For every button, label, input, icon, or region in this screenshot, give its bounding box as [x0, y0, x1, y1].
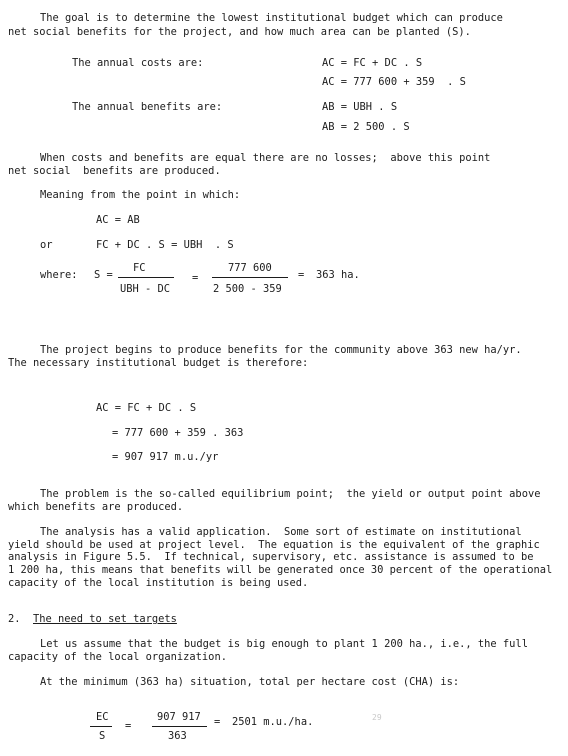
analysis-para-line-5: capacity of the local institution is being used. [8, 577, 309, 589]
equal-para-line-2: net social benefits are produced. [8, 165, 221, 177]
equal-para-line-1: When costs and benefits are equal there are no losses; above this point [40, 152, 491, 164]
budget-equation-1: AC = FC + DC . S [96, 402, 197, 414]
final-fraction-2-numerator: 907 917 [157, 711, 201, 723]
project-para-line-1: The project begins to produce benefits for the community above 363 new ha/yr. [40, 344, 522, 356]
budget-equation-3: = 907 917 m.u./yr [112, 451, 219, 463]
equals-sign-2: = [298, 269, 305, 281]
problem-para-line-2: which benefits are produced. [8, 501, 184, 513]
final-fraction-2-denominator: 363 [168, 730, 187, 742]
analysis-para-line-3: analysis in Figure 5.5. If technical, supervisory, etc. assistance is assumed to be [8, 551, 534, 563]
final-equals-sign-1: = [125, 720, 132, 732]
s-equals: S = [94, 269, 113, 281]
fraction-2-bar [212, 277, 288, 278]
result-ha: 363 ha. [316, 269, 360, 281]
final-fraction-1-bar [90, 726, 112, 727]
meaning-line: Meaning from the point in which: [40, 189, 241, 201]
margin-mark: 29 [372, 713, 382, 722]
costs-label: The annual costs are: [72, 57, 204, 69]
assume-para-line-2: capacity of the local organization. [8, 651, 227, 663]
analysis-para-line-2: yield should be used at project level. The equation is the equivalent of the graphic [8, 539, 540, 551]
benefits-equation-2: AB = 2 500 . S [322, 121, 410, 133]
section-title: The need to set targets [33, 613, 177, 625]
final-result: 2501 m.u./ha. [232, 716, 314, 728]
fraction-1-numerator: FC [133, 262, 146, 274]
costs-equation-1: AC = FC + DC . S [322, 57, 423, 69]
where-label: where: [40, 269, 78, 281]
equals-sign-1: = [192, 272, 199, 284]
analysis-para-line-4: 1 200 ha, this means that benefits will be generated once 30 percent of the operational [8, 564, 553, 576]
intro-line-1: The goal is to determine the lowest institutional budget which can produce [40, 12, 503, 24]
final-fraction-1-denominator: S [99, 730, 106, 742]
problem-para-line-1: The problem is the so-called equilibrium point; the yield or output point above [40, 488, 541, 500]
fraction-2-denominator: 2 500 - 359 [213, 283, 282, 295]
budget-equation-2: = 777 600 + 359 . 363 [112, 427, 244, 439]
assume-para-line-1: Let us assume that the budget is big enough to plant 1 200 ha., i.e., the full [40, 638, 528, 650]
equation-ac-ab: AC = AB [96, 214, 140, 226]
costs-equation-2: AC = 777 600 + 359 . S [322, 76, 466, 88]
project-para-line-2: The necessary institutional budget is therefore: [8, 357, 309, 369]
fraction-1-bar [118, 277, 174, 278]
equation-or: FC + DC . S = UBH . S [96, 239, 234, 251]
fraction-1-denominator: UBH - DC [120, 283, 171, 295]
section-number: 2. [8, 613, 21, 625]
final-fraction-2-bar [152, 726, 207, 727]
final-fraction-1-numerator: EC [96, 711, 109, 723]
analysis-para-line-1: The analysis has a valid application. Some sort of estimate on institutional [40, 526, 522, 538]
intro-line-2: net social benefits for the project, and how much area can be planted (S). [8, 26, 471, 38]
fraction-2-numerator: 777 600 [228, 262, 272, 274]
benefits-equation-1: AB = UBH . S [322, 101, 398, 113]
minimum-para: At the minimum (363 ha) situation, total per hectare cost (CHA) is: [40, 676, 460, 688]
or-label: or [40, 239, 53, 251]
benefits-label: The annual benefits are: [72, 101, 223, 113]
final-equals-sign-2: = [214, 716, 221, 728]
